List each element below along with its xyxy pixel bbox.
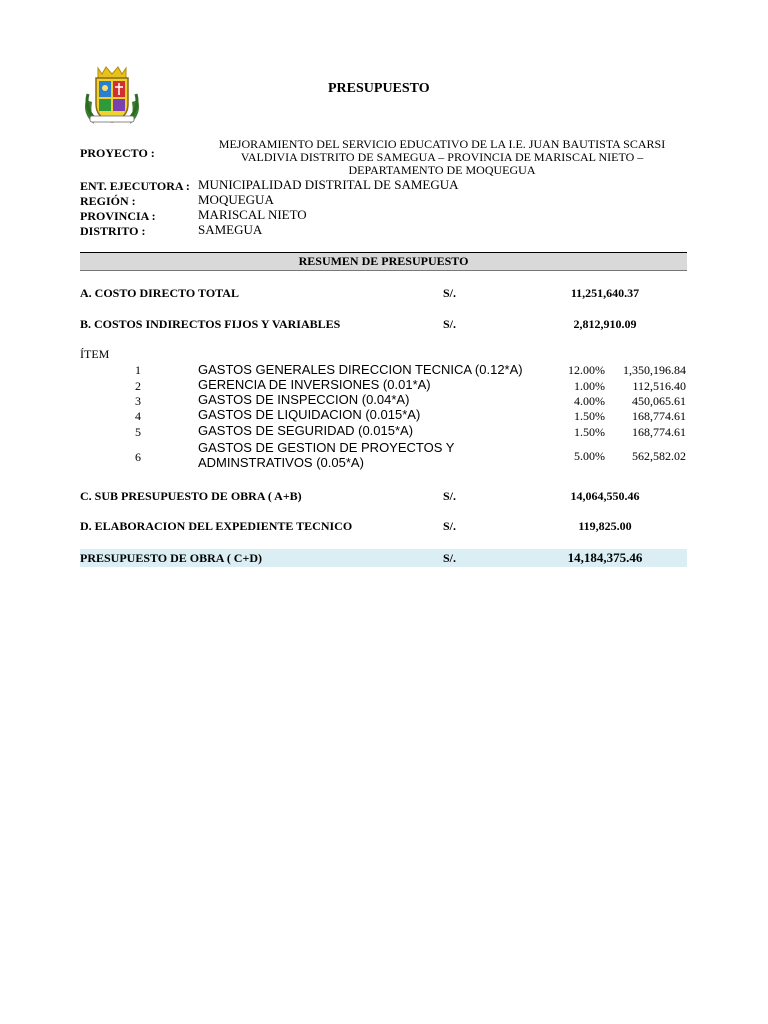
sub-presupuesto-amount: 14,064,550.46 [570, 489, 640, 503]
item-amount: 168,774.61 [632, 409, 686, 423]
total-band [80, 549, 687, 567]
item-number: 1 [135, 363, 141, 377]
item-description: GASTOS DE SEGURIDAD (0.015*A) [198, 423, 414, 438]
item-percent: 1.50% [574, 425, 605, 439]
item-amount: 562,582.02 [632, 449, 686, 463]
proyecto-line: DEPARTAMENTO DE MOQUEGUA [348, 163, 536, 177]
item-percent: 1.00% [574, 379, 605, 393]
summary-heading-band [80, 252, 687, 271]
item-number: 5 [135, 425, 141, 439]
municipal-coat-of-arms [80, 64, 144, 128]
expediente-currency: S/. [443, 519, 457, 533]
page-title: PRESUPUESTO [328, 81, 430, 96]
summary-heading: RESUMEN DE PRESUPUESTO [298, 254, 469, 268]
provincia-value: MARISCAL NIETO [198, 207, 307, 222]
total-amount: 14,184,375.46 [567, 550, 643, 565]
region-value: MOQUEGUA [198, 192, 274, 207]
costo-directo-amount: 11,251,640.37 [570, 286, 640, 300]
item-number: 3 [135, 394, 141, 408]
item-description-line: ADMINSTRATIVOS (0.05*A) [198, 455, 364, 470]
distrito-label: DISTRITO : [80, 224, 146, 238]
item-percent: 4.00% [574, 394, 605, 408]
provincia-label: PROVINCIA : [80, 209, 156, 223]
proyecto-line: MEJORAMIENTO DEL SERVICIO EDUCATIVO DE LA I.E. JUAN BAUTISTA SCARSI [218, 137, 666, 151]
item-percent: 1.50% [574, 409, 605, 423]
item-amount: 450,065.61 [632, 394, 686, 408]
costo-directo-currency: S/. [443, 286, 457, 300]
ent-ejecutora-value: MUNICIPALIDAD DISTRITAL DE SAMEGUA [198, 177, 459, 192]
distrito-value: SAMEGUA [198, 222, 263, 237]
item-description: GASTOS DE LIQUIDACION (0.015*A) [198, 407, 421, 422]
item-number: 2 [135, 379, 141, 393]
region-label: REGIÓN : [80, 194, 136, 208]
item-amount: 112,516.40 [632, 379, 686, 393]
item-description-line: GASTOS DE GESTION DE PROYECTOS Y [198, 440, 455, 455]
item-number: 4 [135, 409, 141, 423]
item-header: ÍTEM [80, 347, 110, 361]
expediente-label: D. ELABORACION DEL EXPEDIENTE TECNICO [80, 519, 353, 533]
item-amount: 1,350,196.84 [623, 363, 686, 377]
item-description: GASTOS DE INSPECCION (0.04*A) [198, 392, 410, 407]
item-description: GASTOS GENERALES DIRECCION TECNICA (0.12*A) [198, 362, 523, 377]
item-percent: 12.00% [568, 363, 605, 377]
costos-indirectos-amount: 2,812,910.09 [573, 317, 637, 331]
total-label: PRESUPUESTO DE OBRA ( C+D) [80, 551, 262, 565]
proyecto-label: PROYECTO : [80, 146, 155, 160]
sub-presupuesto-currency: S/. [443, 489, 457, 503]
costos-indirectos-label: B. COSTOS INDIRECTOS FIJOS Y VARIABLES [80, 317, 341, 331]
costo-directo-label: A. COSTO DIRECTO TOTAL [80, 286, 239, 300]
sub-presupuesto-label: C. SUB PRESUPUESTO DE OBRA ( A+B) [80, 489, 302, 503]
item-percent: 5.00% [574, 449, 605, 463]
ent-ejecutora-label: ENT. EJECUTORA : [80, 179, 190, 193]
expediente-amount: 119,825.00 [578, 519, 632, 533]
proyecto-description [200, 138, 684, 177]
item-description: GERENCIA DE INVERSIONES (0.01*A) [198, 377, 431, 392]
total-currency: S/. [443, 551, 457, 565]
item-amount: 168,774.61 [632, 425, 686, 439]
proyecto-line: VALDIVIA DISTRITO DE SAMEGUA – PROVINCIA DE MARISCAL NIETO – [240, 150, 644, 164]
item-description [198, 440, 454, 470]
costos-indirectos-currency: S/. [443, 317, 457, 331]
item-number: 6 [135, 450, 141, 464]
